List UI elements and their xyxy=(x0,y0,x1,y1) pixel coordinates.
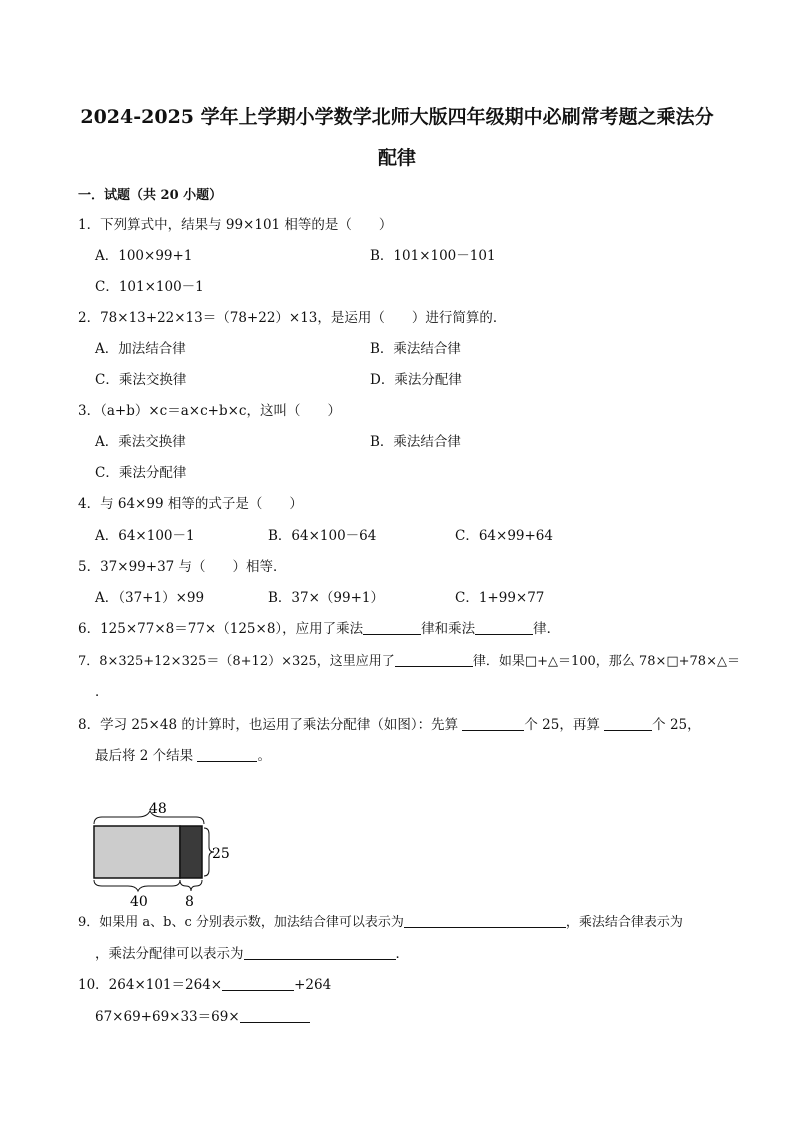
question-7 xyxy=(78,652,740,671)
question-10-line1 xyxy=(78,976,331,994)
question-1-option-a: A．100×99+1 xyxy=(95,248,193,264)
question-5-stem: 5．37×99+37 与（ ）相等． xyxy=(78,559,287,575)
question-9-part2: ，乘法结合律表示为 xyxy=(565,915,683,930)
question-3-stem: 3．（a+b）×c＝a×c+b×c，这叫（ ） xyxy=(78,403,341,419)
question-3-option-a: A．乘法交换律 xyxy=(95,434,186,450)
page-title-line2: 配律 xyxy=(377,147,416,169)
answer-blank[interactable] xyxy=(475,620,533,635)
question-6 xyxy=(78,620,560,638)
question-10-part2: +264 xyxy=(294,977,332,993)
question-9-line2 xyxy=(95,945,409,963)
question-6-part2: 律和乘法 xyxy=(421,621,476,637)
area-model-bottom xyxy=(88,878,248,908)
answer-blank[interactable] xyxy=(244,945,396,960)
question-5-option-a: A．（37+1）×99 xyxy=(95,590,205,606)
question-6-part3: 律． xyxy=(533,621,561,637)
answer-blank[interactable] xyxy=(462,716,524,731)
question-9-part1: 9．如果用 a、b、c 分别表示数，加法结合律可以表示为 xyxy=(78,915,404,930)
answer-blank[interactable] xyxy=(395,652,473,667)
question-7-part1: 7．8×325+12×325＝（8+12）×325，这里应用了 xyxy=(78,654,395,669)
question-4-option-a: A．64×100－1 xyxy=(95,528,195,544)
question-2-option-a: A．加法结合律 xyxy=(95,341,186,357)
light-rectangle xyxy=(94,826,180,878)
question-2-option-d: D．乘法分配律 xyxy=(370,372,462,388)
question-1-option-b: B．101×100－101 xyxy=(370,248,496,264)
question-1-stem: 1．下列算式中，结果与 99×101 相等的是（ ） xyxy=(78,217,393,233)
question-4-stem: 4．与 64×99 相等的式子是（ ） xyxy=(78,496,303,512)
question-8-line2 xyxy=(95,747,271,765)
answer-blank[interactable] xyxy=(404,913,566,928)
figure-bottom-left-label: 40 xyxy=(130,894,148,908)
question-10-part3: 67×69+69×33＝69× xyxy=(95,1009,240,1025)
answer-blank[interactable] xyxy=(604,716,652,731)
question-2-option-b: B．乘法结合律 xyxy=(370,341,461,357)
question-2-option-c: C．乘法交换律 xyxy=(95,372,187,388)
question-4-option-c: C．64×99+64 xyxy=(455,528,553,544)
question-7-part3: ． xyxy=(95,684,109,700)
question-3-option-b: B．乘法结合律 xyxy=(370,434,461,450)
question-5-option-c: C．1+99×77 xyxy=(455,590,545,606)
question-1-option-c: C．101×100－1 xyxy=(95,279,204,295)
question-3-option-c: C．乘法分配律 xyxy=(95,465,187,481)
question-9-part4: ． xyxy=(395,946,409,962)
top-brace xyxy=(94,811,204,824)
area-model-figure xyxy=(88,798,248,882)
answer-blank[interactable] xyxy=(197,747,257,762)
answer-blank[interactable] xyxy=(363,620,421,635)
question-9-part3: ，乘法分配律可以表示为 xyxy=(95,946,244,962)
section-heading: 一．试题（共 20 小题） xyxy=(78,188,223,203)
question-5-option-b: B．37×（99+1） xyxy=(268,590,384,606)
question-8-part3: 个 25， xyxy=(652,717,701,733)
question-6-part1: 6．125×77×8＝77×（125×8），应用了乘法 xyxy=(78,621,364,637)
question-8-part4: 最后将 2 个结果 xyxy=(95,748,198,764)
question-8-part2: 个 25，再算 xyxy=(524,717,605,733)
figure-bottom-right-label: 8 xyxy=(185,894,194,908)
question-2-stem: 2．78×13+22×13＝（78+22）×13，是运用（ ）进行简算的． xyxy=(78,310,507,326)
bottom-right-brace xyxy=(180,880,202,891)
question-8-line1 xyxy=(78,716,701,734)
figure-top-label: 48 xyxy=(149,801,167,817)
question-8-part1: 8．学习 25×48 的计算时，也运用了乘法分配律（如图）：先算 xyxy=(78,717,463,733)
question-10-part1: 10．264×101＝264× xyxy=(78,977,223,993)
question-9-line1 xyxy=(78,913,683,932)
question-4-option-b: B．64×100－64 xyxy=(268,528,377,544)
question-10-line2 xyxy=(95,1008,310,1026)
bottom-left-brace xyxy=(94,880,180,891)
answer-blank[interactable] xyxy=(240,1008,310,1023)
dark-rectangle xyxy=(180,826,202,878)
figure-right-label: 25 xyxy=(212,846,230,862)
question-8-part5: 。 xyxy=(257,748,271,764)
page-title-line1: 2024-2025 学年上学期小学数学北师大版四年级期中必刷常考题之乘法分 xyxy=(80,106,714,128)
question-7-part2: 律．如果□+△＝100，那么 78×□+78×△＝ xyxy=(472,654,740,669)
answer-blank[interactable] xyxy=(222,976,294,991)
